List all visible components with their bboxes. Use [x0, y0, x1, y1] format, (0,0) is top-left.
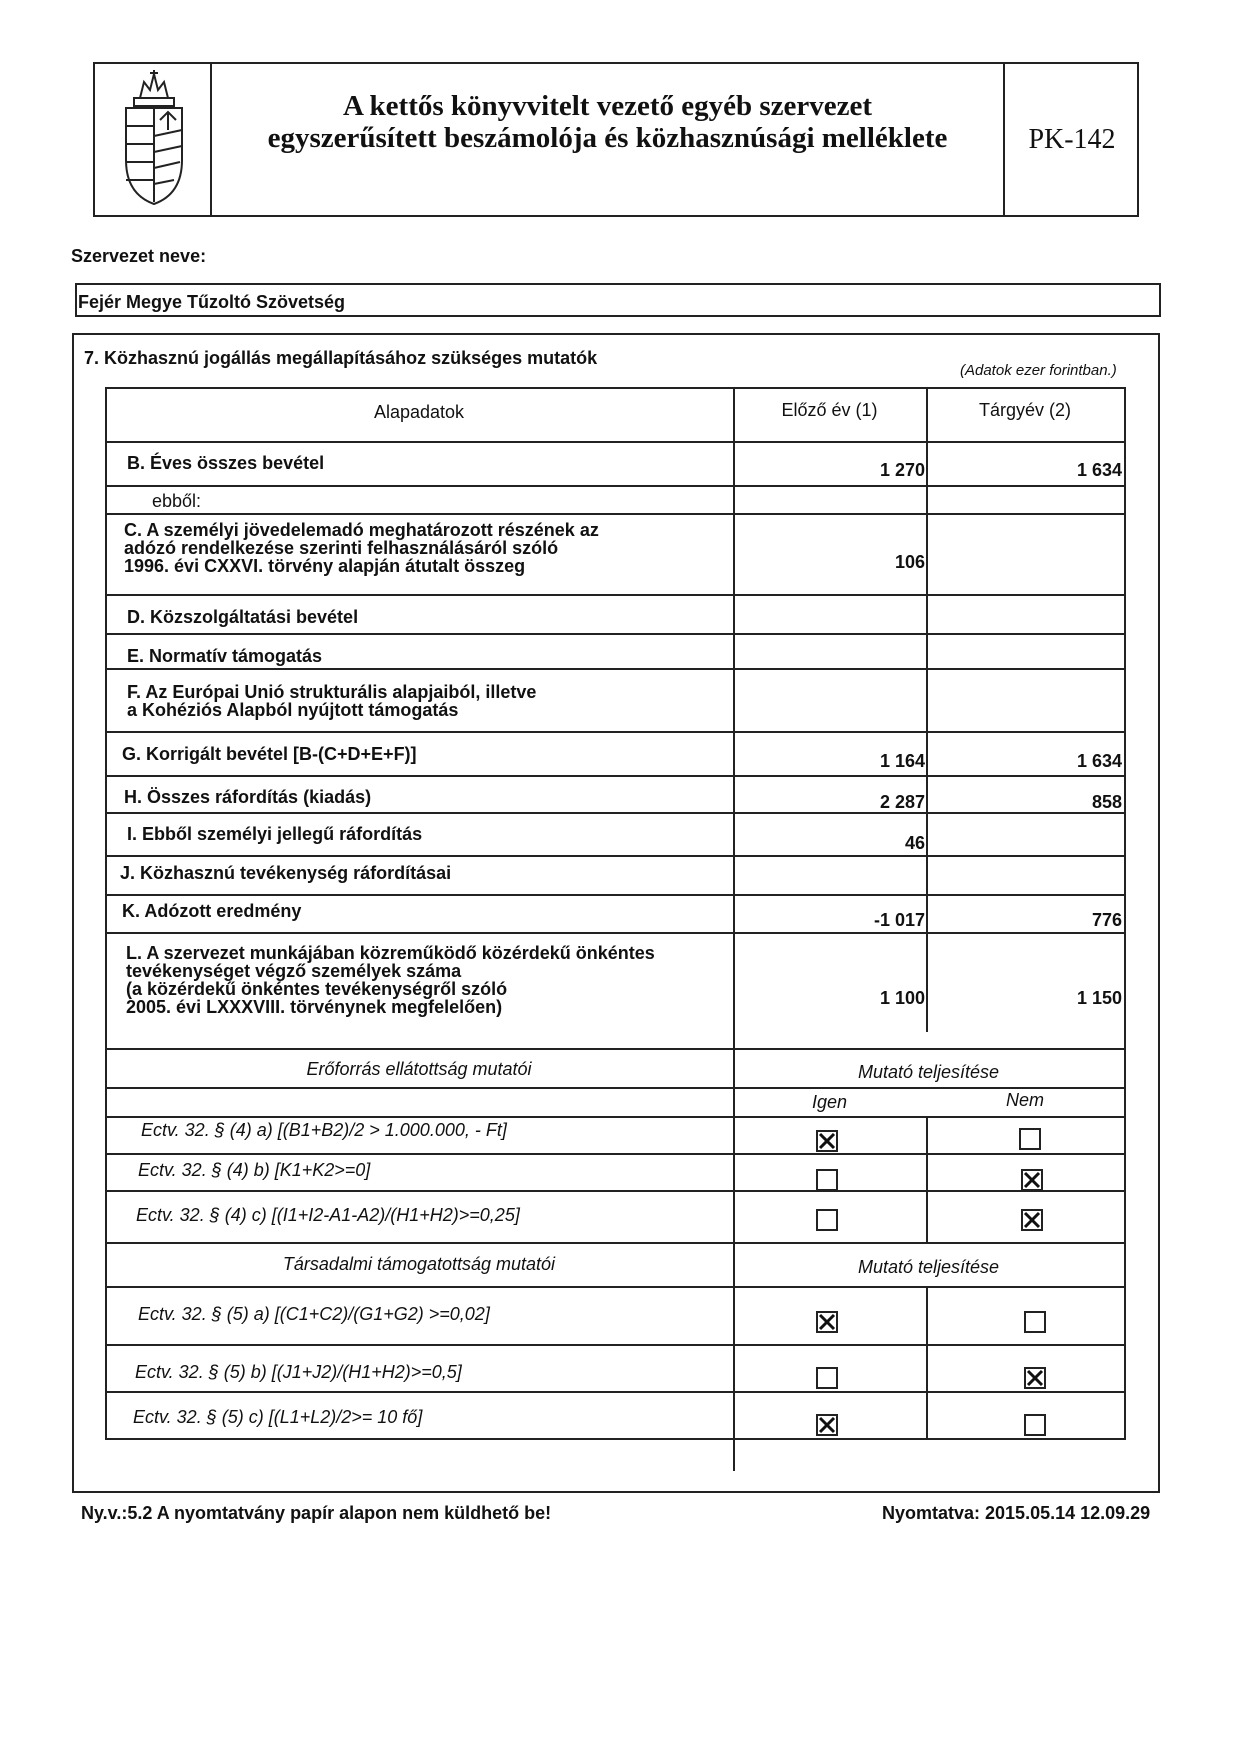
row-k-curr: 776	[1091, 910, 1122, 930]
org-name-value: Fejér Megye Tűzoltó Szövetség	[78, 292, 346, 312]
row-c-line: adózó rendelkezése szerinti felhasználásáról szóló	[124, 538, 559, 558]
row-i-prev: 46	[904, 833, 925, 853]
col-yes-label: Igen	[811, 1092, 848, 1112]
row-i-label: I. Ebből személyi jellegű ráfordítás	[127, 824, 423, 844]
row-l-line: L. A szervezet munkájában közreműködő közérdekű önkéntes	[126, 943, 655, 963]
check-s1-nem[interactable]	[1024, 1311, 1046, 1333]
checkmark-x-icon	[818, 1416, 836, 1434]
row-g-label: G. Korrigált bevétel [B-(C+D+E+F)]	[122, 744, 417, 764]
col-header-prev: Előző év (1)	[781, 400, 878, 420]
row-h-label: H. Összes ráfordítás (kiadás)	[124, 787, 372, 807]
row-b-prev: 1 270	[879, 460, 925, 480]
row-ebbol-label: ebből:	[152, 491, 202, 511]
row-h-prev: 2 287	[879, 792, 925, 812]
row-g-prev: 1 164	[879, 751, 925, 771]
unit-note: (Adatok ezer forintban.)	[960, 362, 1117, 379]
check-s1-igen[interactable]	[816, 1311, 838, 1333]
row-f-line: a Kohéziós Alapból nyújtott támogatás	[127, 700, 459, 720]
check-s2-igen[interactable]	[816, 1367, 838, 1389]
row-k-label: K. Adózott eredmény	[122, 901, 302, 921]
checkmark-x-icon	[1023, 1171, 1041, 1189]
row-c-line: 1996. évi CXXVI. törvény alapján átutalt összeg	[124, 556, 526, 576]
social-heading: Társadalmi támogatottság mutatói	[282, 1254, 556, 1274]
checkmark-x-icon	[1023, 1211, 1041, 1229]
row-l-curr: 1 150	[1076, 988, 1122, 1008]
checkmark-x-icon	[1026, 1369, 1044, 1387]
social-row-1: Ectv. 32. § (5) a) [(C1+C2)/(G1+G2) >=0,02]	[138, 1304, 490, 1324]
check-s3-nem[interactable]	[1024, 1414, 1046, 1436]
row-c-prev: 106	[894, 552, 925, 572]
check-r2-igen[interactable]	[816, 1169, 838, 1191]
footer-notice: Ny.v.:5.2 A nyomtatvány papír alapon nem küldhető be!	[81, 1503, 552, 1523]
resource-row-3: Ectv. 32. § (4) c) [(I1+I2-A1-A2)/(H1+H2)>=0,25]	[136, 1205, 520, 1225]
check-r2-nem[interactable]	[1021, 1169, 1043, 1191]
resource-row-1: Ectv. 32. § (4) a) [(B1+B2)/2 > 1.000.000, - Ft]	[141, 1120, 507, 1140]
title-line-2: egyszerűsített beszámolója és közhasznúsági melléklete	[267, 122, 948, 154]
social-row-3: Ectv. 32. § (5) c) [(L1+L2)/2>= 10 fő]	[133, 1407, 423, 1427]
section-title: 7. Közhasznú jogállás megállapításához szükséges mutatók	[84, 348, 598, 368]
row-f-line: F. Az Európai Unió strukturális alapjaiból, illetve	[127, 682, 537, 702]
col-no-label: Nem	[1005, 1090, 1044, 1110]
check-r3-igen[interactable]	[816, 1209, 838, 1231]
row-l-prev: 1 100	[879, 988, 925, 1008]
row-h-curr: 858	[1091, 792, 1122, 812]
checkmark-x-icon	[818, 1313, 836, 1331]
checkmark-x-icon	[818, 1132, 836, 1150]
row-b-label: B. Éves összes bevétel	[127, 453, 325, 473]
coat-of-arms-icon	[118, 68, 190, 208]
row-k-prev: -1 017	[873, 910, 925, 930]
row-j-label: J. Közhasznú tevékenység ráfordításai	[120, 863, 452, 883]
title-line-1: A kettős könyvvitelt vezető egyéb szervezet	[342, 90, 873, 122]
social-fulfil-heading: Mutató teljesítése	[857, 1257, 1000, 1277]
row-l-line: (a közérdekű önkéntes tevékenységről szóló	[126, 979, 508, 999]
row-c-label	[124, 521, 599, 575]
form-title	[212, 90, 1003, 154]
resource-heading: Erőforrás ellátottság mutatói	[306, 1059, 532, 1079]
row-b-curr: 1 634	[1076, 460, 1122, 480]
resource-fulfil-heading: Mutató teljesítése	[857, 1062, 1000, 1082]
check-r1-nem[interactable]	[1019, 1128, 1041, 1150]
row-l-line: tevékenységet végző személyek száma	[126, 961, 462, 981]
resource-row-2: Ectv. 32. § (4) b) [K1+K2>=0]	[138, 1160, 371, 1180]
row-d-label: D. Közszolgáltatási bevétel	[127, 607, 359, 627]
footer-print-date: Nyomtatva: 2015.05.14 12.09.29	[882, 1503, 1151, 1523]
row-e-label: E. Normatív támogatás	[127, 646, 323, 666]
org-name-label: Szervezet neve:	[71, 246, 207, 266]
col-header-base: Alapadatok	[373, 402, 465, 422]
row-l-label	[126, 944, 655, 1016]
row-c-line: C. A személyi jövedelemadó meghatározott részének az	[124, 520, 599, 540]
row-f-label	[127, 683, 536, 719]
row-l-line: 2005. évi LXXXVIII. törvénynek megfelelően)	[126, 997, 503, 1017]
form-code: PK-142	[1028, 124, 1116, 155]
col-header-curr: Tárgyév (2)	[978, 400, 1072, 420]
check-r1-igen[interactable]	[816, 1130, 838, 1152]
check-r3-nem[interactable]	[1021, 1209, 1043, 1231]
social-row-2: Ectv. 32. § (5) b) [(J1+J2)/(H1+H2)>=0,5]	[135, 1362, 462, 1382]
row-g-curr: 1 634	[1076, 751, 1122, 771]
check-s2-nem[interactable]	[1024, 1367, 1046, 1389]
check-s3-igen[interactable]	[816, 1414, 838, 1436]
